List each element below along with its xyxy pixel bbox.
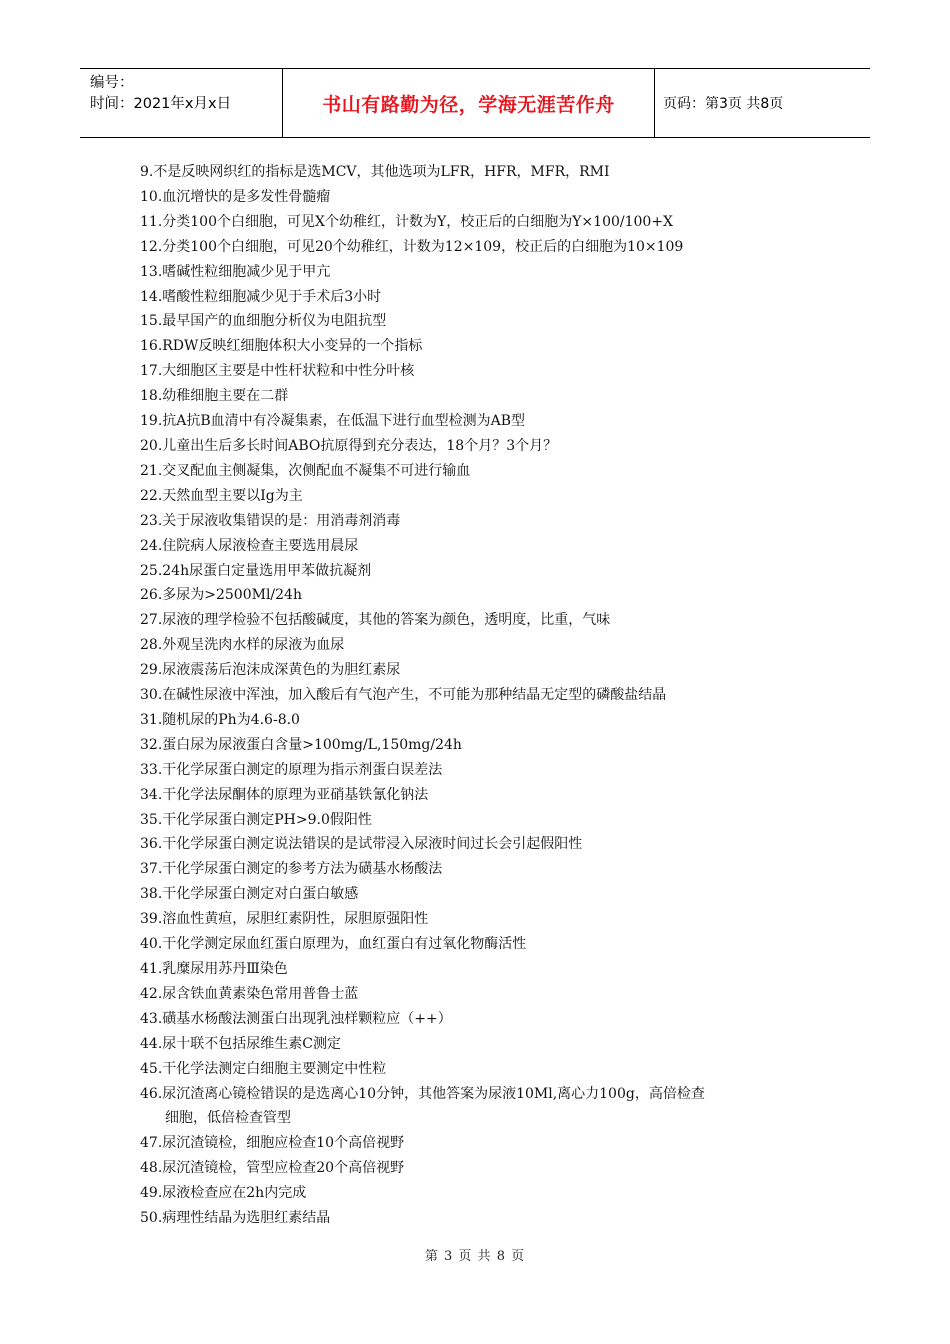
text-line: 43.磺基水杨酸法测蛋白出现乳浊样颗粒应（++） bbox=[140, 1010, 452, 1027]
page-header bbox=[80, 68, 870, 138]
document-body bbox=[140, 160, 820, 1231]
text-line: 21.交叉配血主侧凝集，次侧配血不凝集不可进行输血 bbox=[140, 462, 471, 479]
text-line: 29.尿液震荡后泡沫成深黄色的为胆红素尿 bbox=[140, 662, 401, 679]
text-line: 40.干化学测定尿血红蛋白原理为，血红蛋白有过氧化物酶活性 bbox=[140, 936, 527, 953]
text-line: 46.尿沉渣离心镜检错误的是选离心10分钟，其他答案为尿液10Ml,离心力100g，高倍检查 bbox=[140, 1085, 705, 1102]
date-label: 时间：2021年x月x日 bbox=[90, 96, 232, 112]
header-page-label: 页码：第3页 共8页 bbox=[663, 96, 784, 112]
text-line: 31.随机尿的Ph为4.6-8.0 bbox=[140, 711, 300, 728]
text-line: 45.干化学法测定白细胞主要测定中性粒 bbox=[140, 1060, 387, 1077]
text-line: 11.分类100个白细胞，可见X个幼稚红，计数为Y，校正后的白细胞为Y×100/100+X bbox=[140, 213, 674, 230]
text-line: 20.儿童出生后多长时间ABO抗原得到充分表达，18个月？3个月？ bbox=[140, 437, 558, 454]
text-line: 41.乳糜尿用苏丹Ⅲ染色 bbox=[140, 961, 288, 977]
text-line: 36.干化学尿蛋白测定说法错误的是试带浸入尿液时间过长会引起假阳性 bbox=[140, 836, 583, 853]
text-line: 18.幼稚细胞主要在二群 bbox=[140, 388, 289, 405]
text-line: 33.干化学尿蛋白测定的原理为指示剂蛋白误差法 bbox=[140, 761, 443, 778]
text-line: 27.尿液的理学检验不包括酸碱度，其他的答案为颜色，透明度，比重，气味 bbox=[140, 612, 611, 629]
number-label: 编号： bbox=[90, 75, 134, 91]
text-line: 9.不是反映网织红的指标是选MCV，其他选项为LFR，HFR，MFR，RMI bbox=[140, 164, 610, 180]
text-line: 49.尿液检查应在2h内完成 bbox=[140, 1185, 307, 1202]
text-line: 细胞，低倍检查管型 bbox=[165, 1110, 291, 1127]
text-line: 23.关于尿液收集错误的是：用消毒剂消毒 bbox=[140, 512, 401, 529]
text-line: 32.蛋白尿为尿液蛋白含量>100mg/L,150mg/24h bbox=[140, 736, 462, 753]
text-line: 34.干化学法尿酮体的原理为亚硝基铁氰化钠法 bbox=[140, 786, 429, 803]
text-line: 47.尿沉渣镜检，细胞应检查10个高倍视野 bbox=[140, 1135, 405, 1152]
text-line: 17.大细胞区主要是中性杆状粒和中性分叶核 bbox=[140, 363, 415, 380]
text-line: 25.24h尿蛋白定量选用甲苯做抗凝剂 bbox=[140, 562, 372, 579]
text-line: 19.抗A抗B血清中有冷凝集素，在低温下进行血型检测为AB型 bbox=[140, 413, 526, 430]
text-line: 26.多尿为>2500Ml/24h bbox=[140, 587, 302, 604]
text-line: 24.住院病人尿液检查主要选用晨尿 bbox=[140, 537, 359, 554]
text-line: 28.外观呈洗肉水样的尿液为血尿 bbox=[140, 637, 345, 654]
text-line: 39.溶血性黄疸，尿胆红素阴性，尿胆原强阳性 bbox=[140, 911, 429, 928]
text-line: 30.在碱性尿液中浑浊，加入酸后有气泡产生，不可能为那种结晶无定型的磷酸盐结晶 bbox=[140, 687, 667, 704]
header-motto: 书山有路勤为径，学海无涯苦作舟 bbox=[282, 69, 655, 137]
header-meta bbox=[80, 69, 282, 137]
text-line: 12.分类100个白细胞，可见20个幼稚红，计数为12×109，校正后的白细胞为10×109 bbox=[140, 238, 684, 255]
text-line: 44.尿十联不包括尿维生素C测定 bbox=[140, 1035, 341, 1052]
text-line: 14.嗜酸性粒细胞减少见于手术后3小时 bbox=[140, 288, 382, 305]
text-line: 10.血沉增快的是多发性骨髓瘤 bbox=[140, 188, 331, 205]
text-line: 37.干化学尿蛋白测定的参考方法为磺基水杨酸法 bbox=[140, 861, 443, 878]
text-line: 50.病理性结晶为选胆红素结晶 bbox=[140, 1210, 331, 1227]
page-footer: 第 3 页 共 8 页 bbox=[424, 1249, 526, 1264]
text-line: 38.干化学尿蛋白测定对白蛋白敏感 bbox=[140, 886, 359, 903]
text-line: 35.干化学尿蛋白测定PH>9.0假阳性 bbox=[140, 811, 372, 828]
text-line: 42.尿含铁血黄素染色常用普鲁士蓝 bbox=[140, 985, 359, 1002]
text-line: 48.尿沉渣镜检，管型应检查20个高倍视野 bbox=[140, 1160, 405, 1177]
text-line: 13.嗜碱性粒细胞减少见于甲亢 bbox=[140, 263, 331, 280]
text-line: 22.天然血型主要以Ig为主 bbox=[140, 487, 303, 504]
text-line: 15.最早国产的血细胞分析仪为电阻抗型 bbox=[140, 313, 387, 330]
text-line: 16.RDW反映红细胞体积大小变异的一个指标 bbox=[140, 338, 423, 355]
